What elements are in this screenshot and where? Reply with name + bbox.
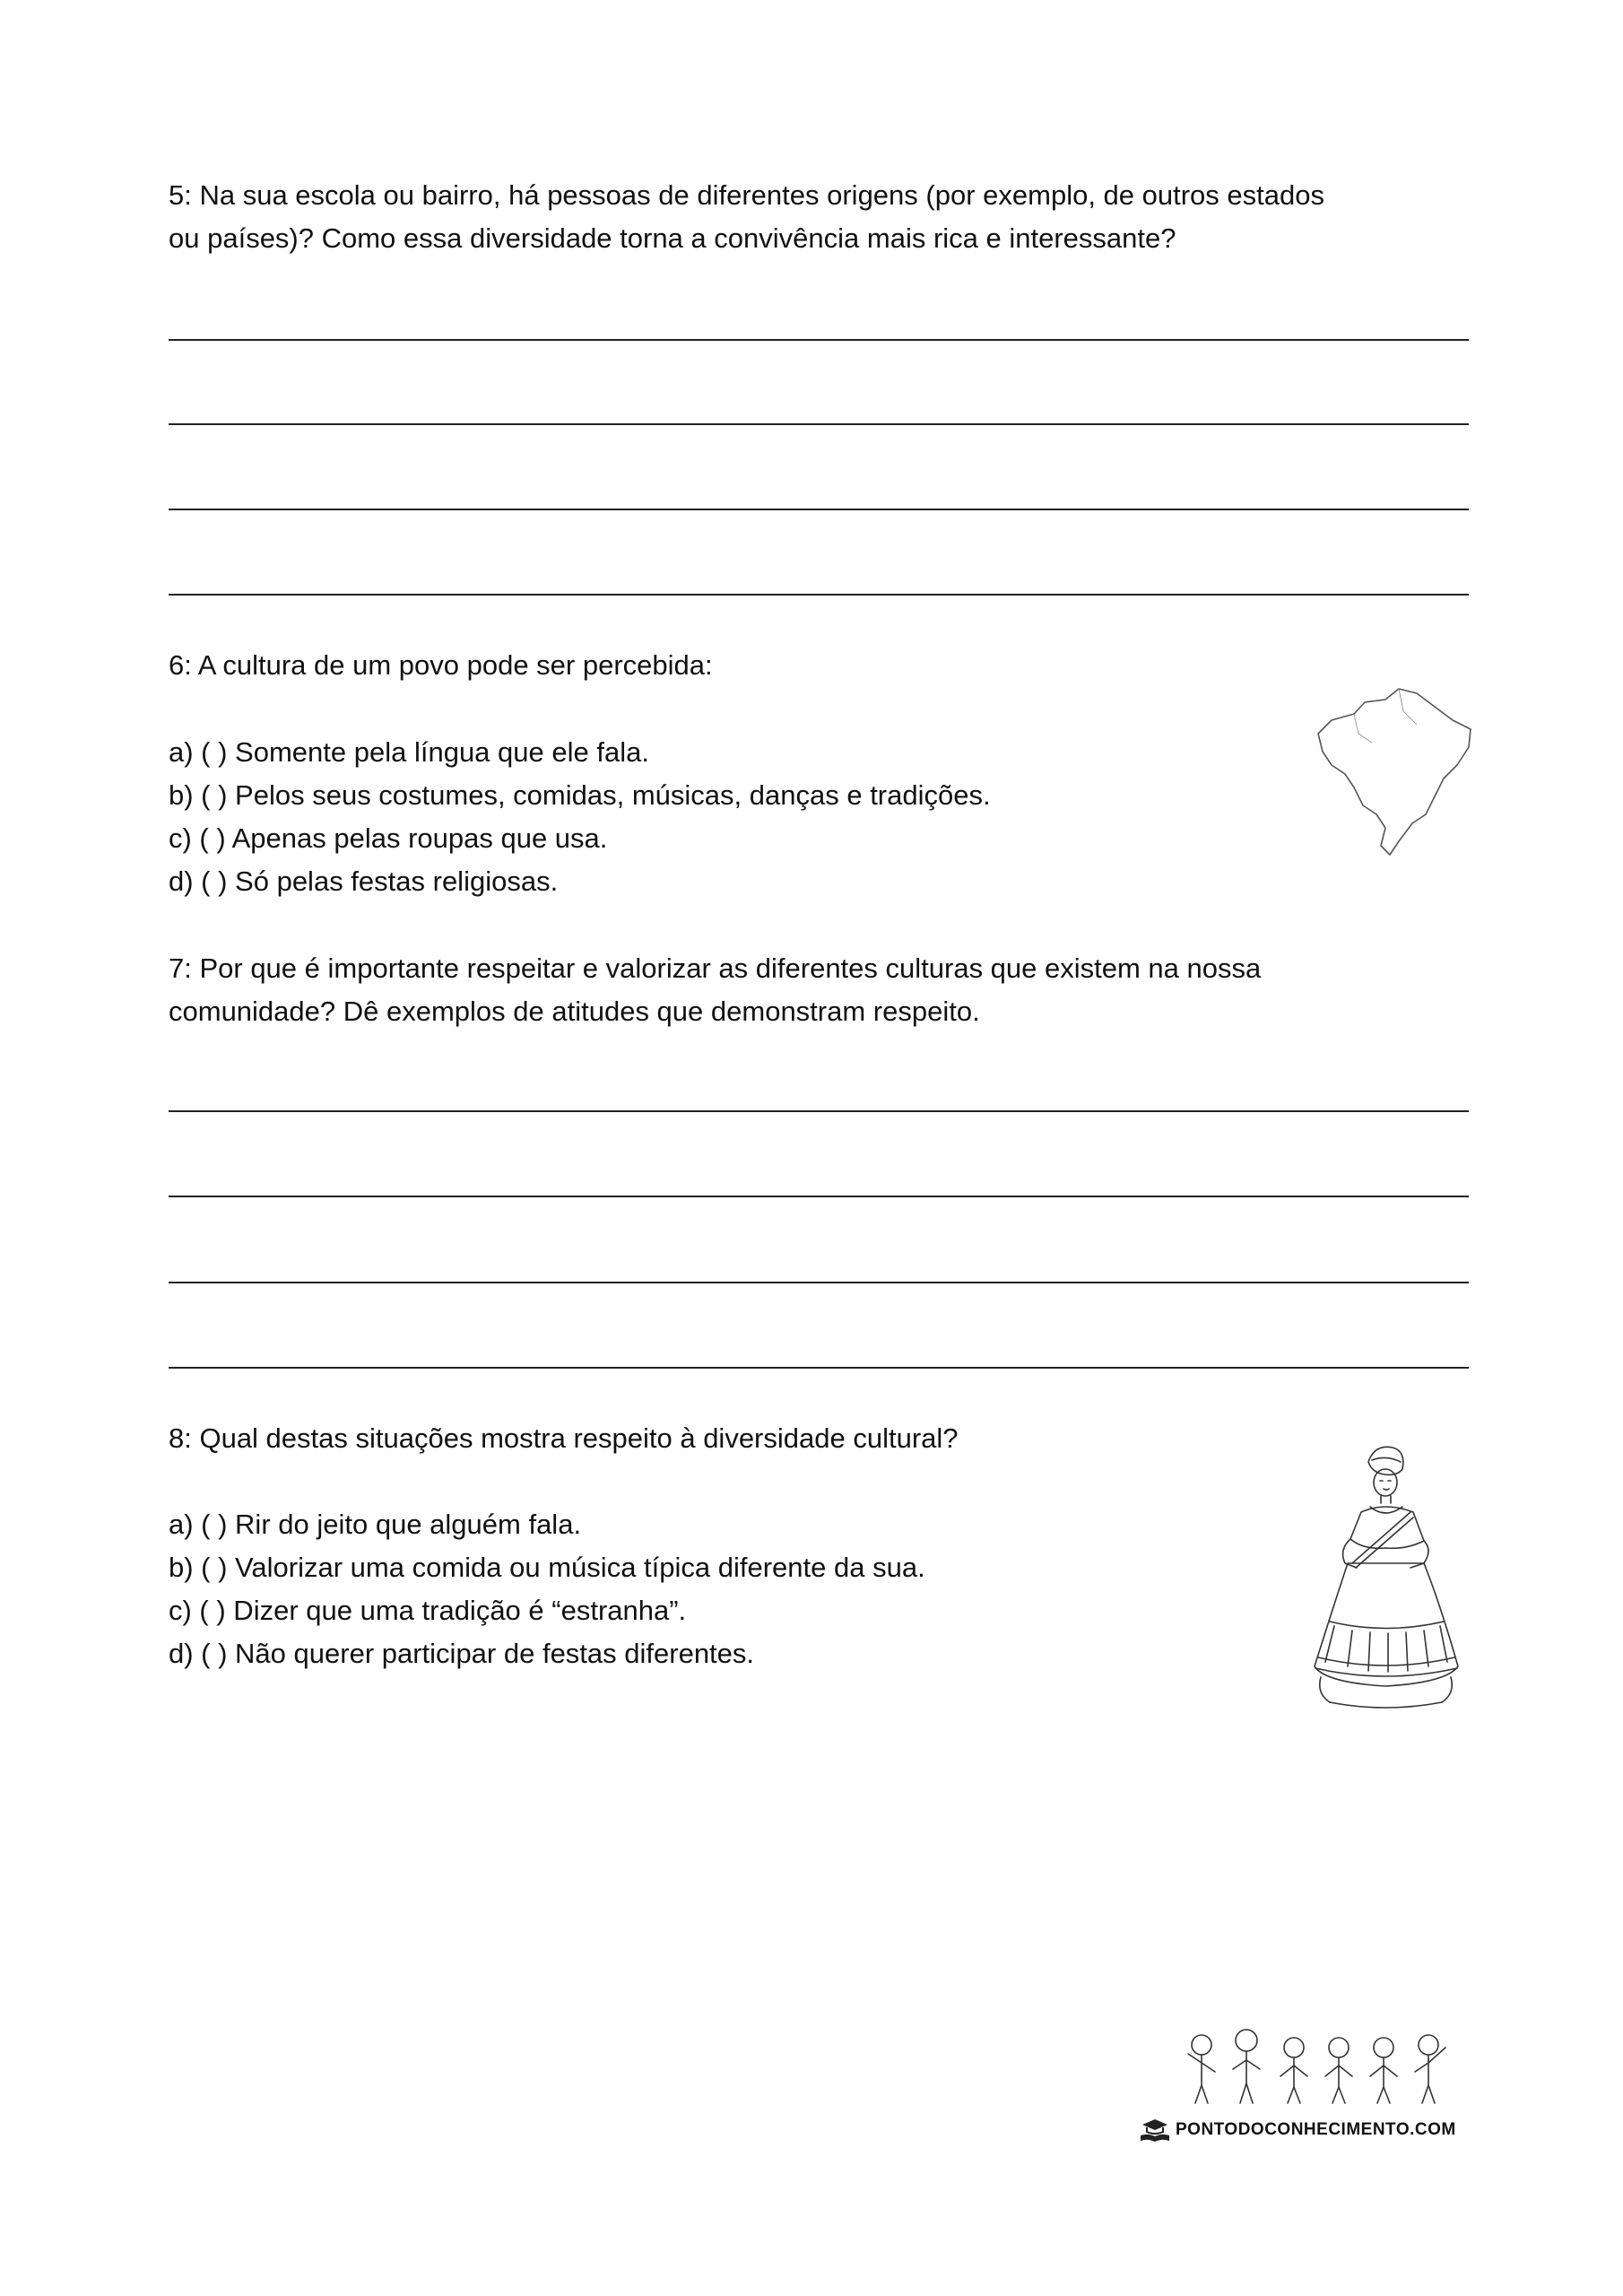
brazil-map-icon — [1300, 680, 1475, 859]
children-group-icon — [1166, 2013, 1471, 2117]
q5-answer-line-2[interactable] — [169, 423, 1469, 425]
q8-option-c[interactable]: c) ( ) Dizer que uma tradição é “estranha”. — [169, 1595, 687, 1626]
q7-answer-line-2[interactable] — [169, 1196, 1469, 1197]
q6-option-d[interactable]: d) ( ) Só pelas festas religiosas. — [169, 865, 559, 897]
q6-option-a[interactable]: a) ( ) Somente pela língua que ele fala. — [169, 736, 649, 768]
q7-answer-line-1[interactable] — [169, 1110, 1469, 1112]
baiana-figure-icon — [1298, 1442, 1473, 1716]
q6-question: 6: A cultura de um povo pode ser percebida: — [169, 649, 713, 681]
q5-text-line1: 5: Na sua escola ou bairro, há pessoas de diferentes origens (por exemplo, de outros estados — [169, 179, 1324, 211]
book-graduation-icon — [1139, 2118, 1171, 2143]
q7-answer-line-4[interactable] — [169, 1367, 1469, 1369]
q8-option-b[interactable]: b) ( ) Valorizar uma comida ou música típica diferente da sua. — [169, 1552, 925, 1583]
q6-option-b[interactable]: b) ( ) Pelos seus costumes, comidas, músicas, danças e tradições. — [169, 779, 991, 811]
q8-option-d[interactable]: d) ( ) Não querer participar de festas diferentes. — [169, 1638, 755, 1669]
q7-answer-line-3[interactable] — [169, 1282, 1469, 1283]
footer-brand: PONTODOCONHECIMENTO.COM — [1176, 2120, 1456, 2139]
q7-text-line2: comunidade? Dê exemplos de atitudes que demonstram respeito. — [169, 996, 980, 1027]
q8-question: 8: Qual destas situações mostra respeito à diversidade cultural? — [169, 1422, 959, 1454]
q5-answer-line-4[interactable] — [169, 594, 1469, 596]
q5-answer-line-1[interactable] — [169, 339, 1469, 341]
q7-text-line1: 7: Por que é importante respeitar e valorizar as diferentes culturas que existem na nossa — [169, 952, 1262, 984]
q6-option-c[interactable]: c) ( ) Apenas pelas roupas que usa. — [169, 822, 608, 854]
q5-answer-line-3[interactable] — [169, 509, 1469, 510]
q8-option-a[interactable]: a) ( ) Rir do jeito que alguém fala. — [169, 1509, 582, 1540]
q5-text-line2: ou países)? Como essa diversidade torna a convivência mais rica e interessante? — [169, 222, 1176, 254]
